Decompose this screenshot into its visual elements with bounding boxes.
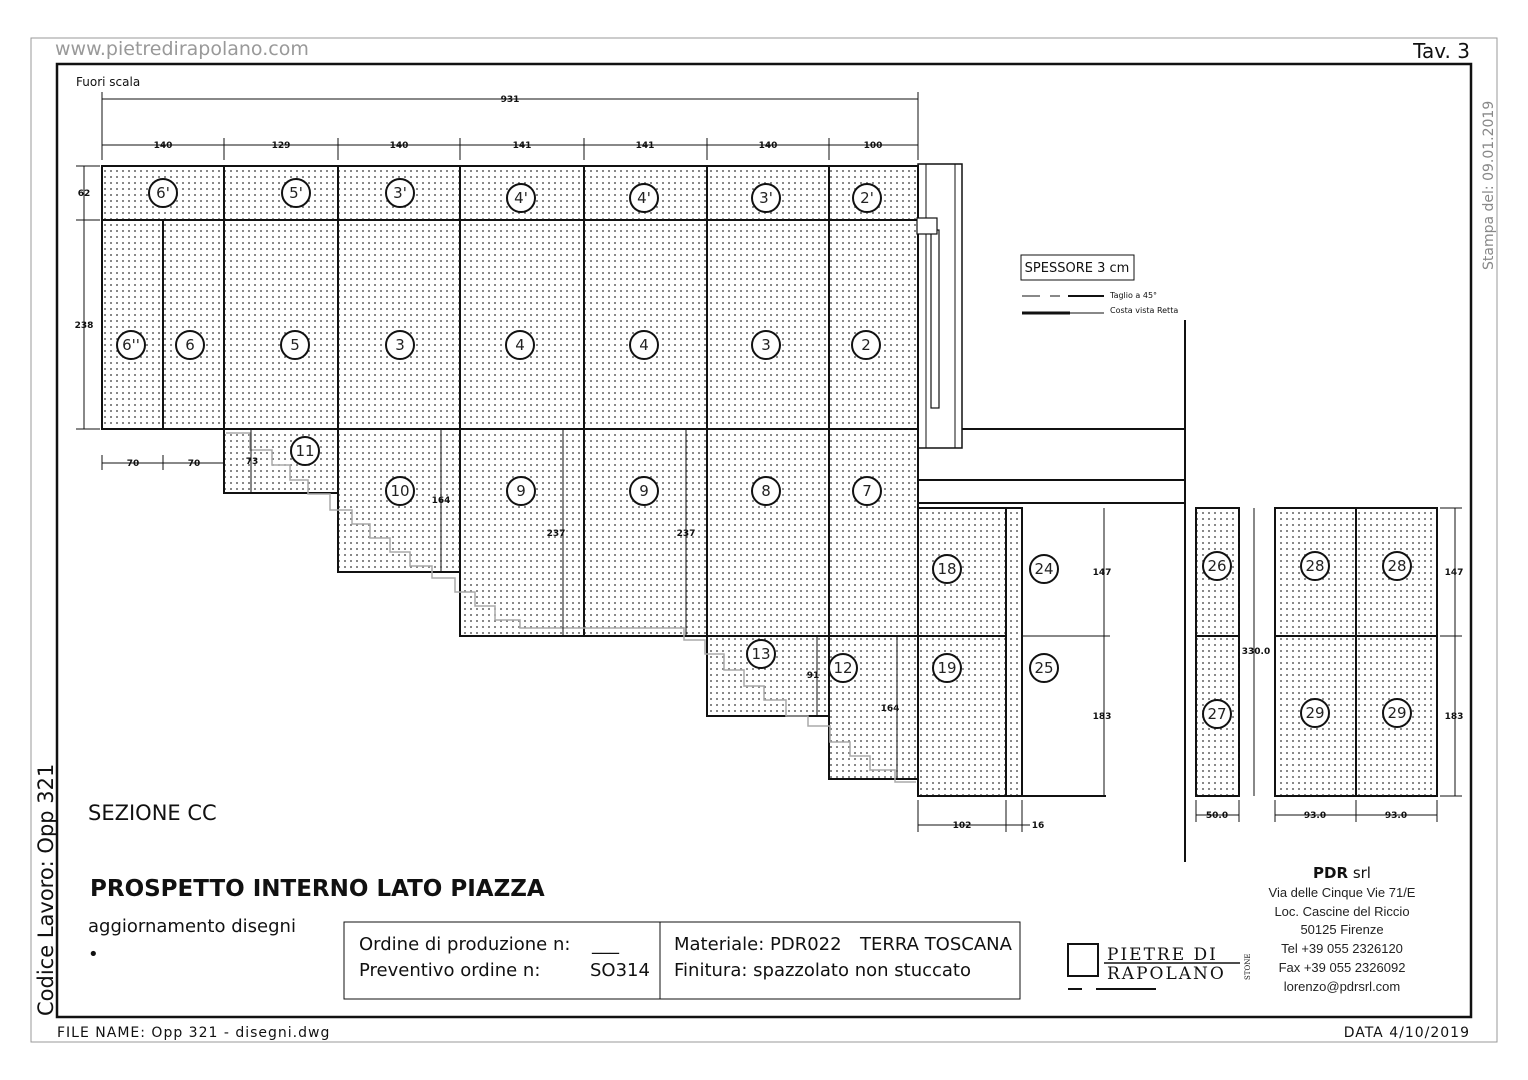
piece-label-main_row-6: 3	[761, 336, 771, 354]
dim-side-183a: 183	[1092, 712, 1112, 722]
svg-text:140: 140	[758, 141, 778, 151]
piece-label-stair_row-3: 9	[639, 482, 649, 500]
piece-18-19	[918, 508, 1006, 796]
piece-8	[707, 429, 829, 636]
dim-bottom-16: 16	[1031, 821, 1045, 831]
dim-bottom-1: 70	[126, 459, 140, 469]
piece-strip	[1006, 508, 1022, 796]
dim-inner-164b: 164	[880, 704, 900, 714]
piece-7	[829, 429, 918, 636]
company-name-rest: srl	[1352, 864, 1371, 882]
thickness-label: SPESSORE 3 cm	[1024, 261, 1130, 276]
legend-straight-edge: Costa vista Retta	[1110, 306, 1179, 315]
dim-row-top: 62	[77, 189, 91, 199]
piece-label-side-1: 19	[937, 659, 957, 677]
svg-text:100: 100	[863, 141, 883, 151]
piece-11	[224, 429, 338, 493]
drawing-subtitle: aggiornamento disegni	[88, 916, 296, 937]
drawing-title: PROSPETTO INTERNO LATO PIAZZA	[90, 876, 545, 902]
scale-note: Fuori scala	[76, 75, 141, 89]
dim-side-147b: 147	[1444, 568, 1464, 578]
piece-label-main_row-2: 5	[290, 336, 300, 354]
piece-label-main_row-5: 4	[639, 336, 649, 354]
job-code: Codice Lavoro: Opp 321	[34, 763, 58, 1016]
piece-label-main_row-1: 6	[185, 336, 195, 354]
piece-label-top_row-3: 4'	[514, 189, 528, 207]
logo-side: STONE	[1244, 953, 1252, 980]
dim-side-183b: 183	[1444, 712, 1464, 722]
company-logo	[1068, 944, 1252, 989]
section-label: SEZIONE CC	[88, 801, 217, 825]
piece-label-side-3: 25	[1034, 659, 1054, 677]
piece-label-top_row-5: 3'	[759, 189, 773, 207]
logo-line-2: RAPOLANO	[1107, 964, 1226, 984]
material-label: Materiale: PDR022	[674, 934, 842, 955]
piece-label-top_row-6: 2'	[860, 189, 874, 207]
piece-label-main_row-3: 3	[395, 336, 405, 354]
legend	[1022, 291, 1178, 315]
company-locality: Loc. Cascine del Riccio	[1274, 904, 1410, 919]
print-date-footer: DATA 4/10/2019	[1343, 1025, 1470, 1041]
company-tel: Tel +39 055 2326120	[1281, 941, 1403, 956]
svg-text:140: 140	[153, 141, 173, 151]
piece-label-stair_row-4: 8	[761, 482, 771, 500]
column-dims	[154, 141, 883, 151]
dim-bottom-93b: 93.0	[1384, 811, 1408, 821]
svg-text:140: 140	[389, 141, 409, 151]
order-label: Ordine di produzione n:	[359, 934, 571, 955]
bullet: •	[88, 944, 99, 965]
dim-inner-164a: 164	[431, 496, 451, 506]
legend-cut-45: Taglio a 45°	[1110, 291, 1158, 300]
company-email[interactable]: lorenzo@pdrsrl.com	[1283, 979, 1401, 994]
svg-text:141: 141	[635, 141, 655, 151]
print-date: Stampa del: 09.01.2019	[1481, 100, 1497, 270]
svg-text:PDR srl	[1313, 864, 1371, 882]
material-name: TERRA TOSCANA	[860, 934, 1012, 955]
dim-inner-237a: 237	[546, 529, 566, 539]
piece-label-lower_row-0: 13	[751, 645, 771, 663]
piece-label-side-5: 27	[1207, 705, 1227, 723]
order-value: ___	[592, 934, 619, 955]
dim-bottom-102: 102	[952, 821, 972, 831]
company-name-bold: PDR	[1313, 864, 1349, 882]
dim-inner-91: 91	[806, 671, 820, 681]
dim-inner-73: 73	[245, 457, 259, 467]
dim-bottom-50: 50.0	[1205, 811, 1229, 821]
piece-label-lower_row-1: 12	[833, 659, 853, 677]
dim-bottom-2: 70	[187, 459, 201, 469]
piece-label-stair_row-5: 7	[862, 482, 872, 500]
quote-label: Preventivo ordine n:	[359, 960, 541, 981]
website-link[interactable]: www.pietredirapolano.com	[55, 38, 309, 60]
svg-text:141: 141	[512, 141, 532, 151]
company-city: 50125 Firenze	[1300, 922, 1384, 937]
piece-label-top_row-4: 4'	[637, 189, 651, 207]
dim-bottom-93a: 93.0	[1303, 811, 1327, 821]
sheet-number: Tav. 3	[1413, 39, 1470, 63]
piece-label-side-4: 26	[1207, 557, 1227, 575]
dim-row-main: 238	[74, 321, 94, 331]
company-info	[1269, 864, 1416, 994]
piece-label-stair_row-0: 11	[295, 442, 315, 460]
piece-label-top_row-1: 5'	[289, 184, 303, 202]
dim-inner-237b: 237	[676, 529, 696, 539]
company-fax: Fax +39 055 2326092	[1278, 960, 1406, 975]
file-name: FILE NAME: Opp 321 - disegni.dwg	[57, 1025, 331, 1041]
piece-label-side-2: 24	[1034, 560, 1054, 578]
piece-label-side-8: 29	[1305, 704, 1325, 722]
dim-side-330: 330.0	[1241, 647, 1271, 657]
dim-total: 931	[500, 95, 520, 105]
piece-label-side-6: 28	[1305, 557, 1325, 575]
quote-value: SO314	[590, 960, 650, 981]
dim-side-147a: 147	[1092, 568, 1112, 578]
piece-label-top_row-2: 3'	[393, 184, 407, 202]
piece-label-top_row-0: 6'	[156, 184, 170, 202]
piece-label-main_row-4: 4	[515, 336, 525, 354]
piece-label-stair_row-1: 10	[390, 482, 410, 500]
svg-text:129: 129	[271, 141, 291, 151]
company-address: Via delle Cinque Vie 71/E	[1268, 885, 1416, 900]
piece-label-main_row-0: 6''	[122, 336, 140, 354]
piece-label-side-0: 18	[937, 560, 957, 578]
finish-label: Finitura: spazzolato non stuccato	[674, 960, 971, 981]
piece-label-stair_row-2: 9	[516, 482, 526, 500]
piece-label-side-7: 28	[1387, 557, 1407, 575]
piece-label-side-9: 29	[1387, 704, 1407, 722]
piece-label-main_row-7: 2	[861, 336, 871, 354]
logo-line-1: PIETRE DI	[1107, 945, 1218, 965]
